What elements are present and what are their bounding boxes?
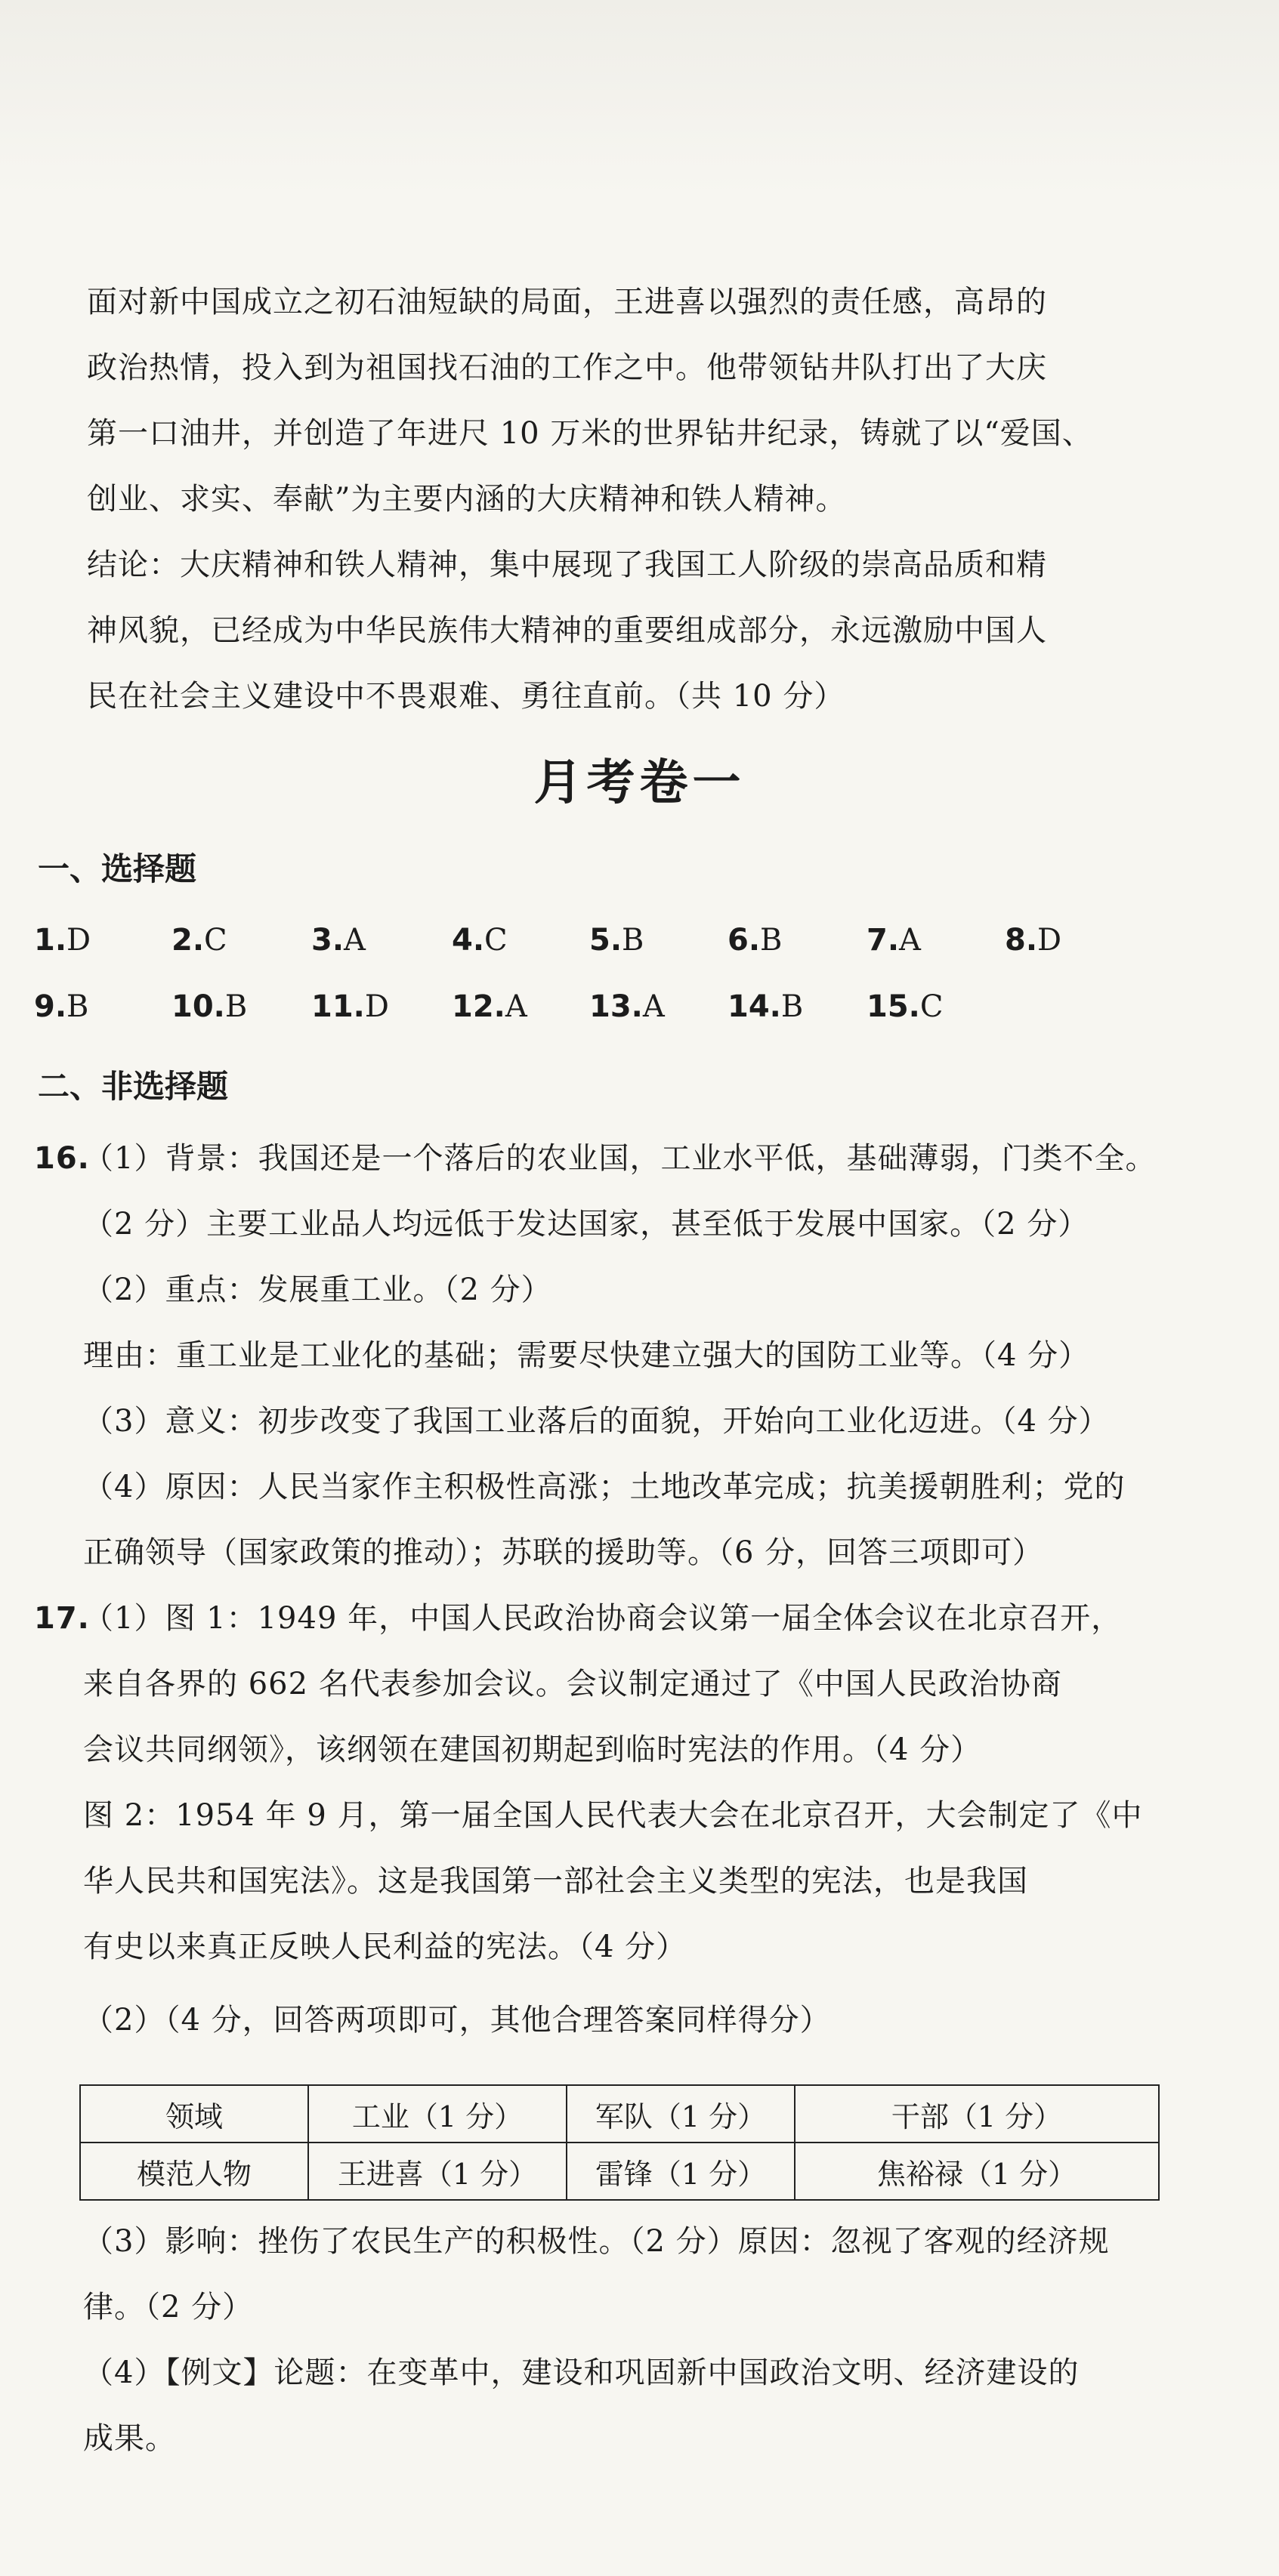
answer-item: 8.D [1005, 923, 1062, 958]
conclusion-line: 民在社会主义建设中不畏艰难、勇往直前。（共 10 分） [87, 679, 845, 714]
page-title: 月考卷一 [533, 755, 746, 811]
q17-line: 华人民共和国宪法》。这是我国第一部社会主义类型的宪法，也是我国 [83, 1864, 1028, 1899]
q16-line: （3）意义：初步改变了我国工业落后的面貌，开始向工业化迈进。（4 分） [83, 1404, 1110, 1439]
q17-line: 律。（2 分） [83, 2290, 254, 2325]
q16-line: （1）背景：我国还是一个落后的农业国，工业水平低，基础薄弱，门类不全。 [83, 1141, 1157, 1176]
answer-item: 10.B [171, 989, 248, 1024]
table-cell: 焦裕禄（1 分） [795, 2143, 1159, 2200]
answer-item: 11.D [311, 989, 389, 1024]
q17-line: 成果。 [83, 2421, 176, 2456]
answer-item: 6.B [728, 923, 783, 958]
q17-line: （3）影响：挫伤了农民生产的积极性。（2 分）原因：忽视了客观的经济规 [83, 2224, 1110, 2259]
q17-line: （4）【例文】论题：在变革中，建设和巩固新中国政治文明、经济建设的 [83, 2355, 1080, 2390]
q16-line: （2）重点：发展重工业。（2 分） [83, 1273, 552, 1307]
q16-line: 正确领导（国家政策的推动）；苏联的援助等。（6 分，回答三项即可） [83, 1535, 1044, 1570]
answer-item: 15.C [867, 989, 944, 1024]
intro-line: 第一口油井，并创造了年进尺 10 万米的世界钻井纪录，铸就了以“爱国、 [87, 416, 1093, 451]
model-figure-table [79, 2084, 1160, 2201]
q17-line: 图 2：1954 年 9 月，第一届全国人民代表大会在北京召开，大会制定了《中 [83, 1798, 1143, 1833]
answer-item: 4.C [452, 923, 508, 958]
q16-line: （2 分）主要工业品人均远低于发达国家，甚至低于发展中国家。（2 分） [83, 1207, 1089, 1242]
table-cell: 王进喜（1 分） [308, 2143, 567, 2200]
table-cell: 模范人物 [80, 2143, 308, 2200]
q17-line: （2）（4 分，回答两项即可，其他合理答案同样得分） [83, 2003, 831, 2038]
section-heading-nonchoice: 二、非选择题 [38, 1068, 229, 1105]
answer-item: 14.B [728, 989, 804, 1024]
table-cell: 军队（1 分） [567, 2085, 795, 2143]
answer-item: 5.B [589, 923, 644, 958]
answer-item: 3.A [311, 923, 366, 958]
table-row [80, 2085, 1159, 2143]
intro-line: 创业、求实、奉献”为主要内涵的大庆精神和铁人精神。 [87, 482, 847, 517]
q16-line: 理由：重工业是工业化的基础；需要尽快建立强大的国防工业等。（4 分） [83, 1338, 1090, 1373]
q16-line: （4）原因：人民当家作主积极性高涨；土地改革完成；抗美援朝胜利；党的 [83, 1470, 1126, 1504]
conclusion-line: 结论：大庆精神和铁人精神，集中展现了我国工人阶级的崇高品质和精 [87, 548, 1047, 582]
section-heading-choice: 一、选择题 [38, 850, 197, 887]
table-cell: 领域 [80, 2085, 308, 2143]
intro-line: 面对新中国成立之初石油短缺的局面，王进喜以强烈的责任感，高昂的 [87, 285, 1047, 319]
answer-item: 12.A [452, 989, 527, 1024]
answer-item: 7.A [867, 923, 921, 958]
q17-line: 有史以来真正反映人民利益的宪法。（4 分） [83, 1930, 687, 1964]
table-cell: 干部（1 分） [795, 2085, 1159, 2143]
table-cell: 雷锋（1 分） [567, 2143, 795, 2200]
answer-item: 1.D [34, 923, 91, 958]
table-cell: 工业（1 分） [308, 2085, 567, 2143]
page-top-shading [0, 0, 1279, 196]
q17-line: （1）图 1：1949 年，中国人民政治协商会议第一届全体会议在北京召开， [83, 1601, 1123, 1636]
table-row [80, 2143, 1159, 2200]
answer-item: 9.B [34, 989, 89, 1024]
question-number-16: 16. [34, 1141, 90, 1176]
intro-line: 政治热情，投入到为祖国找石油的工作之中。他带领钻井队打出了大庆 [87, 350, 1047, 385]
q17-line: 来自各界的 662 名代表参加会议。会议制定通过了《中国人民政治协商 [83, 1667, 1062, 1701]
q17-line: 会议共同纲领》，该纲领在建国初期起到临时宪法的作用。（4 分） [83, 1732, 982, 1767]
answer-item: 13.A [589, 989, 665, 1024]
question-number-17: 17. [34, 1601, 90, 1636]
conclusion-line: 神风貌，已经成为中华民族伟大精神的重要组成部分，永远激励中国人 [87, 613, 1047, 648]
answer-item: 2.C [171, 923, 227, 958]
